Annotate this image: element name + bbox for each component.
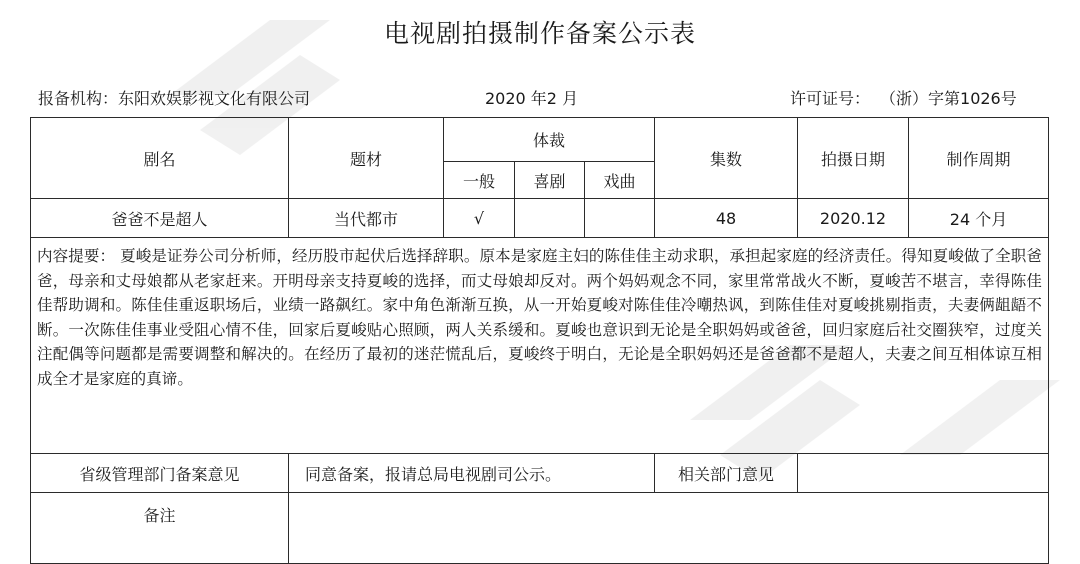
header-genre-comedy: 喜剧 <box>515 162 585 199</box>
related-opinion <box>798 454 1049 493</box>
header-subject: 题材 <box>289 118 444 199</box>
related-opinion-label: 相关部门意见 <box>655 454 798 493</box>
table-row <box>31 199 1049 238</box>
remarks <box>289 493 1049 564</box>
remarks-label: 备注 <box>31 493 289 564</box>
cell-genre-comedy <box>515 199 585 238</box>
filing-table <box>30 117 1049 564</box>
cell-genre-opera <box>585 199 655 238</box>
page-title: 电视剧拍摄制作备案公示表 <box>383 19 696 48</box>
header-title: 剧名 <box>31 118 289 199</box>
cell-episodes: 48 <box>655 199 798 238</box>
cell-title: 爸爸不是超人 <box>31 199 289 238</box>
header-genre: 体裁 <box>444 118 655 162</box>
org-name: 东阳欢娱影视文化有限公司 <box>118 89 311 108</box>
content-summary: 内容提要： 夏峻是证券公司分析师，经历股市起伏后选择辞职。原本是家庭主妇的陈佳佳主动求职，承担起家庭的经济责任。得知夏峻做了全职爸爸，母亲和丈母娘都从老家赶来。开明母亲支持夏峻的选择，而丈母娘却反对。两个妈妈观念不同，家里常常战火不断，夏峻苦不堪言，幸得陈佳佳帮助调和。陈佳佳重返职场后，业绩一路飙红。家中角色渐渐互换，从一开始夏峻对陈佳佳冷嘲热讽，到陈佳佳对夏峻挑剔指责，夫妻俩龃龉不断。一次陈佳佳事业受阻心情不佳，回家后夏峻贴心照顾，两人关系缓和。夏峻也意识到无论是全职妈妈或爸爸，回归家庭后社交圈狭窄，过度关注配偶等问题都是需要调整和解决的。在经历了最初的迷茫慌乱后，夏峻终于明白，无论是全职妈妈还是爸爸都不是超人，夫妻之间互相体谅互相成全才是家庭的真谛。 <box>31 238 1049 454</box>
header-genre-opera: 戏曲 <box>585 162 655 199</box>
cell-shoot-date: 2020.12 <box>798 199 909 238</box>
header-shoot-date: 拍摄日期 <box>798 118 909 199</box>
header-production-period: 制作周期 <box>909 118 1049 199</box>
header-episodes: 集数 <box>655 118 798 199</box>
org-label: 报备机构： <box>38 89 119 108</box>
report-date: 2020 年2 月 <box>485 89 579 108</box>
reporting-organization <box>38 86 310 109</box>
cell-production-period: 24 个月 <box>909 199 1049 238</box>
header-genre-general: 一般 <box>444 162 515 199</box>
license-number <box>790 86 1017 109</box>
provincial-opinion: 同意备案，报请总局电视剧司公示。 <box>289 454 655 493</box>
provincial-opinion-label: 省级管理部门备案意见 <box>31 454 289 493</box>
license-value: （浙）字第1026号 <box>888 89 1017 108</box>
cell-genre-general-check: √ <box>444 199 515 238</box>
cell-subject: 当代都市 <box>289 199 444 238</box>
license-label: 许可证号： <box>790 89 871 108</box>
